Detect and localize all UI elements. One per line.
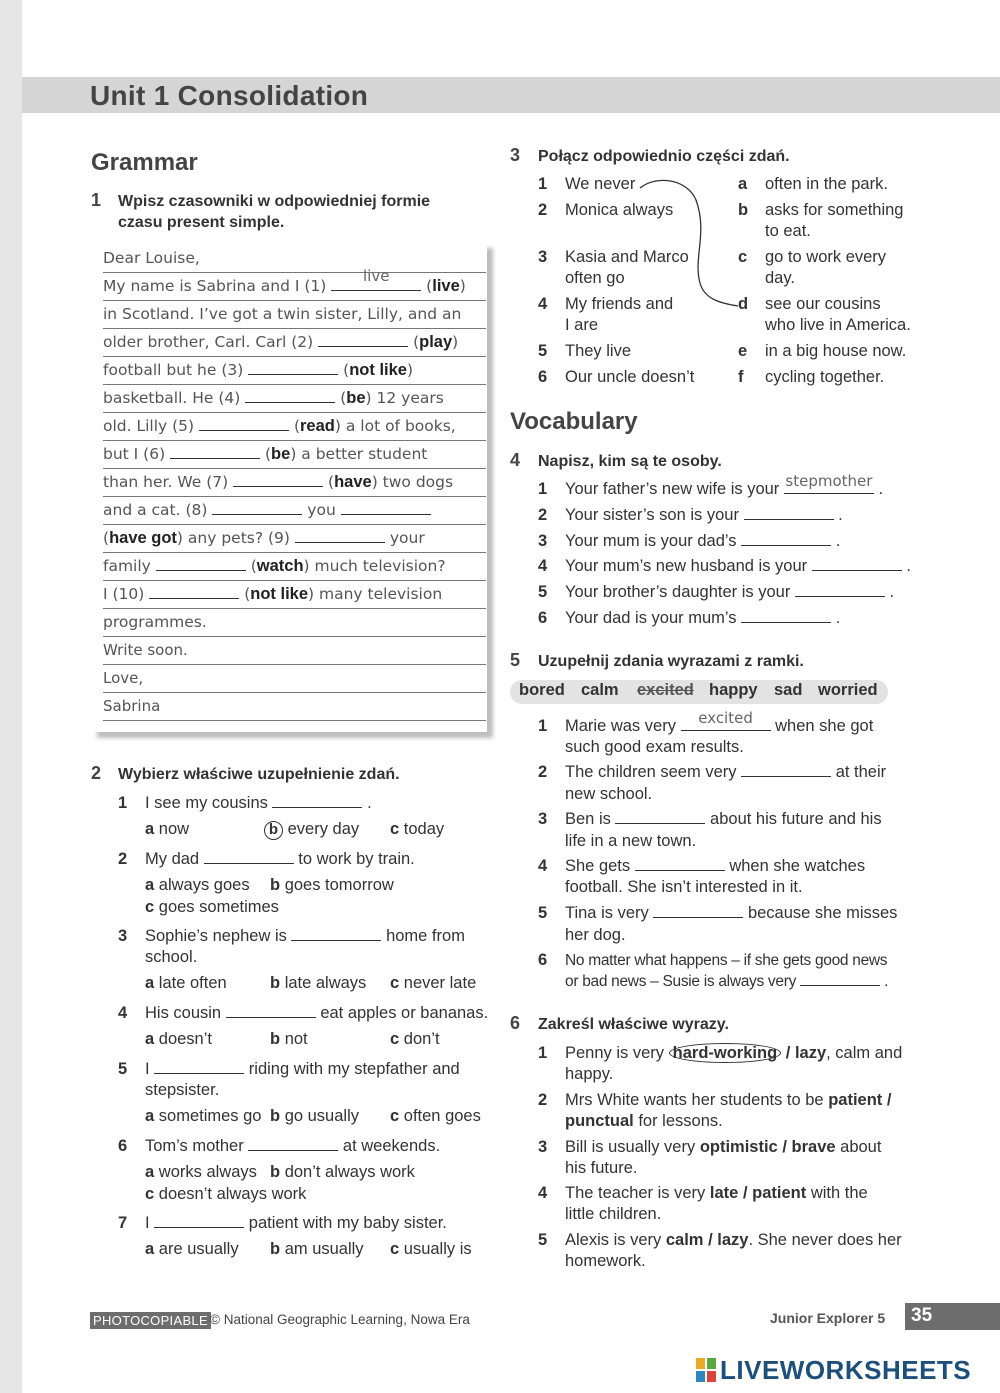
ex3-left-item[interactable]: They live [565, 342, 632, 360]
ex2-item-number: 2 [118, 850, 128, 868]
ex6-option[interactable]: late [709, 1184, 739, 1202]
ex3-left-number: 2 [538, 201, 548, 219]
ex3-left-number: 5 [538, 342, 548, 360]
letter-line: (have got) any pets? (9) your [103, 525, 486, 553]
exercise-5-instruction: Uzupełnij zdania wyrazami z ramki. [538, 653, 804, 670]
ex2-blank-3[interactable] [291, 926, 381, 941]
answer-blank-1[interactable]: live [331, 275, 421, 291]
ex2-option-a[interactable]: a late often [145, 974, 227, 992]
word-box-item[interactable]: sad [774, 681, 803, 699]
ex2-blank-1[interactable] [272, 793, 362, 808]
answer-blank-3[interactable] [248, 359, 338, 375]
ex4-item: Your father’s new wife is your stepmother . [565, 472, 884, 498]
letter-line: Sabrina [103, 693, 486, 721]
page-number: 35 [911, 1305, 933, 1326]
ex2-blank-5[interactable] [154, 1059, 244, 1074]
ex5-item-number: 2 [538, 763, 548, 781]
match-line [638, 178, 740, 310]
ex4-item-number: 6 [538, 609, 548, 627]
ex3-left-item[interactable]: Kasia and Marco often go [565, 248, 689, 287]
exercise-2-instruction: Wybierz właściwe uzupełnienie zdań. [118, 766, 400, 783]
word-box-item-used[interactable]: excited [637, 681, 694, 699]
ex2-question: His cousin eat apples or bananas. [145, 1004, 489, 1022]
ex5-item: Marie was very excited when she got [565, 709, 874, 735]
ex3-right-letter: a [738, 175, 748, 193]
ex6-option[interactable]: calm [665, 1231, 704, 1249]
ex4-item: Your sister’s son is your . [565, 506, 843, 524]
ex6-item-number: 5 [538, 1231, 548, 1249]
liveworksheets-logo[interactable]: LIVEWORKSHEETS [720, 1355, 972, 1385]
answer-blank-4[interactable] [245, 387, 335, 403]
letter-line: My name is Sabrina and I (1) live (live) [103, 273, 486, 301]
ex4-item: Your mum’s new husband is your . [565, 557, 911, 575]
letter-line: in Scotland. I’ve got a twin sister, Lilly, and an [103, 301, 486, 329]
exercise-2-number: 2 [91, 763, 102, 783]
ex6-option[interactable]: lazy [717, 1231, 749, 1249]
ex5-blank-4[interactable] [635, 856, 725, 871]
ex2-option-c[interactable]: c often goes [390, 1107, 481, 1125]
answer-blank-2[interactable] [318, 331, 408, 347]
ex2-blank-4[interactable] [226, 1003, 316, 1018]
ex3-left-number: 4 [538, 295, 548, 313]
ex4-item-number: 3 [538, 532, 548, 550]
ex5-item-number: 4 [538, 857, 548, 875]
answer-blank-9[interactable] [295, 527, 385, 543]
answer-blank-5[interactable] [199, 415, 289, 431]
vocabulary-heading: Vocabulary [510, 408, 638, 435]
ex5-item: She gets when she watches [565, 857, 866, 875]
ex4-item-number: 1 [538, 480, 548, 498]
ex5-item-cont: football. She isn’t interested in it. [565, 878, 803, 896]
ex6-option[interactable]: patient [752, 1184, 807, 1202]
ex5-blank-6[interactable] [800, 971, 880, 986]
ex4-blank-4[interactable] [812, 556, 902, 571]
exercise-3-number: 3 [510, 145, 521, 165]
ex5-item-number: 5 [538, 904, 548, 922]
ex2-option-c[interactable]: c today [390, 820, 445, 838]
ex2-item-number: 6 [118, 1137, 128, 1155]
letter-line: Write soon. [103, 637, 486, 665]
ex2-blank-7[interactable] [154, 1213, 244, 1228]
exercise-1-instruction: Wpisz czasowniki w odpowiedniej formie czasu present simple. [118, 193, 431, 231]
photocopiable-label: PHOTOCOPIABLE [90, 1312, 211, 1329]
ex2-question: Tom’s mother at weekends. [145, 1137, 441, 1155]
ex3-left-number: 1 [538, 175, 548, 193]
ex2-question: I patient with my baby sister. [145, 1214, 447, 1232]
letter-line: football but he (3) (not like) [103, 357, 486, 385]
ex2-item-number: 7 [118, 1214, 128, 1232]
exercise-4-instruction: Napisz, kim są te osoby. [538, 453, 722, 470]
ex6-item: The teacher is very late / patient with the [565, 1184, 868, 1202]
ex5-item-cont: or bad news – Susie is always very . [565, 973, 889, 990]
unit-title: Unit 1 Consolidation [90, 80, 369, 111]
ex3-right-letter: d [738, 295, 749, 313]
ex2-option-a[interactable]: a always goes [145, 876, 250, 894]
ex3-left-number: 3 [538, 248, 548, 266]
ex2-blank-2[interactable] [204, 849, 294, 864]
ex2-option-c[interactable]: c never late [390, 974, 477, 992]
ex3-left-item[interactable]: Monica always [565, 201, 674, 219]
word-box-item[interactable]: bored [519, 681, 565, 699]
ex3-right-letter: c [738, 248, 748, 266]
ex3-left-item[interactable]: Our uncle doesn’t [565, 368, 695, 386]
letter-line: older brother, Carl. Carl (2) (play) [103, 329, 486, 357]
ex2-question: Sophie’s nephew is home from [145, 927, 465, 945]
ex4-item: Your brother’s daughter is your . [565, 583, 895, 601]
grammar-heading: Grammar [91, 149, 198, 176]
ex2-item-number: 1 [118, 794, 128, 812]
copyright-text: © National Geographic Learning, Nowa Era [210, 1312, 470, 1327]
ex5-blank-2[interactable] [741, 762, 831, 777]
ex6-item-cont: punctual for lessons. [565, 1112, 723, 1130]
ex5-item: The children seem very at their [565, 763, 887, 781]
letter-line: and a cat. (8) you [103, 497, 486, 525]
letter-line: I (10) (not like) many television [103, 581, 486, 609]
book-title: Junior Explorer 5 [770, 1310, 886, 1326]
ex3-right-item[interactable]: in a big house now. [765, 342, 907, 360]
ex3-right-letter: b [738, 201, 749, 219]
answer-blank-8b[interactable] [341, 499, 431, 515]
word-box-item[interactable]: happy [709, 681, 758, 699]
ex5-blank-5[interactable] [653, 903, 743, 918]
ex3-right-item[interactable]: cycling together. [765, 368, 885, 386]
ex2-option-c[interactable]: c goes sometimes [145, 898, 279, 916]
answer-blank-8a[interactable] [212, 499, 302, 515]
ex4-blank-6[interactable] [741, 608, 831, 623]
ex6-option-selected[interactable]: hard-working [669, 1043, 782, 1063]
ex5-blank-1[interactable]: excited [681, 716, 771, 731]
ex2-option-b-selected[interactable]: b every day [264, 819, 359, 840]
letter-line: than her. We (7) (have) two dogs [103, 469, 486, 497]
ex5-blank-3[interactable] [615, 809, 705, 824]
ex5-item-cont: new school. [565, 785, 653, 803]
ex2-option-b[interactable]: b am usually [270, 1240, 364, 1258]
exercise-6-number: 6 [510, 1013, 521, 1033]
ex2-option-a[interactable]: a sometimes go [145, 1107, 262, 1125]
ex2-option-b[interactable]: b don’t always work [270, 1163, 415, 1181]
exercise-6-instruction: Zakreśl właściwe wyrazy. [538, 1016, 729, 1033]
ex2-blank-6[interactable] [248, 1136, 338, 1151]
ex6-item-number: 1 [538, 1044, 548, 1062]
ex5-item-cont: life in a new town. [565, 832, 697, 850]
letter-line: Love, [103, 665, 486, 693]
ex6-item: Mrs White wants her students to be patient / [565, 1091, 892, 1109]
letter-line: Dear Louise, [103, 245, 486, 273]
liveworksheets-logo-icon [696, 1358, 716, 1382]
ex5-item-number: 1 [538, 717, 548, 735]
ex2-item-number: 4 [118, 1004, 128, 1022]
ex6-option[interactable]: lazy [794, 1044, 827, 1062]
exercise-3-instruction: Połącz odpowiednio części zdań. [538, 148, 790, 165]
ex4-blank-3[interactable] [741, 531, 831, 546]
exercise-5-number: 5 [510, 650, 521, 670]
letter-line: programmes. [103, 609, 486, 637]
ex2-item-number: 3 [118, 927, 128, 945]
ex4-blank-2[interactable] [744, 505, 834, 520]
ex6-item-number: 2 [538, 1091, 548, 1109]
ex2-option-c[interactable]: c don’t [390, 1030, 440, 1048]
ex2-item-number: 5 [118, 1060, 128, 1078]
ex2-option-c[interactable]: c usually is [390, 1240, 472, 1258]
ex6-item-number: 4 [538, 1184, 548, 1202]
ex5-item: Ben is about his future and his [565, 810, 882, 828]
answer-blank-7[interactable] [233, 471, 323, 487]
ex3-right-letter: e [738, 342, 748, 360]
ex3-right-item[interactable]: often in the park. [765, 175, 888, 193]
ex6-item-number: 3 [538, 1138, 548, 1156]
page-margin [0, 0, 22, 1393]
word-box-item[interactable]: calm [581, 681, 619, 699]
ex6-item-cont: happy. [565, 1065, 614, 1083]
ex5-item-cont: her dog. [565, 926, 626, 944]
ex2-question-cont: school. [145, 948, 198, 966]
ex6-item-cont: little children. [565, 1205, 662, 1223]
letter-line: basketball. He (4) (be) 12 years [103, 385, 486, 413]
ex3-left-item[interactable]: We never [565, 175, 636, 193]
ex4-blank-5[interactable] [795, 582, 885, 597]
ex3-right-item[interactable]: see our cousins who live in America. [765, 295, 911, 334]
ex6-item: Alexis is very calm / lazy. She never does her [565, 1231, 902, 1249]
ex2-option-b[interactable]: b not [270, 1030, 308, 1048]
exercise-4-number: 4 [510, 450, 521, 470]
ex2-question: I riding with my stepfather and [145, 1060, 460, 1078]
word-box-item[interactable]: worried [818, 681, 878, 699]
ex6-item: Bill is usually very optimistic / brave about [565, 1138, 882, 1156]
ex2-option-b[interactable]: b late always [270, 974, 367, 992]
ex6-option[interactable]: punctual [565, 1112, 634, 1130]
answer-blank-6[interactable] [170, 443, 260, 459]
ex4-item: Your mum is your dad’s . [565, 532, 841, 550]
answer-blank-9b[interactable] [156, 555, 246, 571]
ex6-item-cont: his future. [565, 1159, 638, 1177]
ex5-item: No matter what happens – if she gets good news [565, 952, 888, 969]
ex2-option-c[interactable]: c doesn’t always work [145, 1185, 307, 1203]
ex2-option-a[interactable]: a works always [145, 1163, 257, 1181]
letter-line: family (watch) much television? [103, 553, 486, 581]
ex5-item-cont: such good exam results. [565, 738, 744, 756]
ex4-item-number: 5 [538, 583, 548, 601]
ex4-item-number: 2 [538, 506, 548, 524]
ex6-option[interactable]: brave [791, 1138, 836, 1156]
ex2-question: My dad to work by train. [145, 850, 415, 868]
ex3-right-item[interactable]: go to work every day. [765, 248, 887, 287]
ex3-left-number: 6 [538, 368, 548, 386]
ex5-item-number: 3 [538, 810, 548, 828]
ex4-item-number: 4 [538, 557, 548, 575]
ex6-option[interactable]: patient [828, 1091, 883, 1109]
ex6-item: Penny is very hard-working / lazy, calm and [565, 1044, 903, 1062]
ex4-blank-1[interactable]: stepmother [784, 479, 874, 494]
answer-blank-10[interactable] [149, 583, 239, 599]
ex4-item: Your dad is your mum’s . [565, 609, 841, 627]
ex2-option-b[interactable]: b go usually [270, 1107, 359, 1125]
ex6-item-cont: homework. [565, 1252, 646, 1270]
ex2-question: I see my cousins . [145, 794, 372, 812]
ex2-option-b[interactable]: b goes tomorrow [270, 876, 394, 894]
ex3-left-item[interactable]: My friends and I are [565, 295, 674, 334]
ex5-item: Tina is very because she misses [565, 904, 898, 922]
letter-line: old. Lilly (5) (read) a lot of books, [103, 413, 486, 441]
ex2-option-a[interactable]: a now [145, 820, 190, 838]
ex3-right-letter: f [738, 368, 744, 386]
ex6-option[interactable]: optimistic [699, 1138, 778, 1156]
ex3-right-item[interactable]: asks for something to eat. [765, 201, 904, 240]
ex2-option-a[interactable]: a are usually [145, 1240, 239, 1258]
ex2-option-a[interactable]: a doesn’t [145, 1030, 212, 1048]
exercise-1-number: 1 [91, 190, 102, 210]
ex5-item-number: 6 [538, 951, 548, 969]
letter-line: but I (6) (be) a better student [103, 441, 486, 469]
ex2-question-cont: stepsister. [145, 1081, 220, 1099]
